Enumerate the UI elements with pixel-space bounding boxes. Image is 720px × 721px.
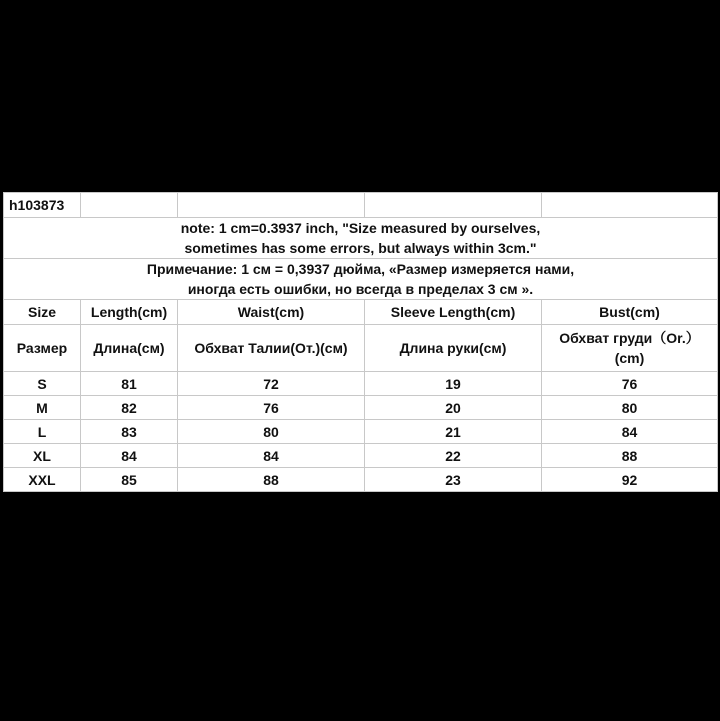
note-russian-row	[4, 259, 718, 300]
header-size-ru: Размер	[4, 325, 81, 372]
bust-cell: 88	[542, 444, 718, 468]
header-bust-ru	[542, 325, 718, 372]
note-english	[4, 218, 718, 259]
note-russian-line-1: Примечание: 1 см = 0,3937 дюйма, «Размер измеряется нами,	[146, 261, 575, 277]
header-bust-ru-line-1: Обхват груди（Or.）	[559, 330, 700, 346]
header-length-ru: Длина(см)	[81, 325, 178, 372]
size-cell: S	[4, 372, 81, 396]
length-cell: 84	[81, 444, 178, 468]
length-cell: 81	[81, 372, 178, 396]
empty-cell	[365, 193, 542, 218]
length-cell: 82	[81, 396, 178, 420]
table-row	[4, 444, 718, 468]
note-russian-line-2: иногда есть ошибки, но всегда в пределах 3 см ».	[187, 281, 534, 297]
waist-cell: 80	[178, 420, 365, 444]
size-chart-table	[3, 192, 718, 492]
table-row	[4, 372, 718, 396]
waist-cell: 76	[178, 396, 365, 420]
bust-cell: 76	[542, 372, 718, 396]
note-english-line-2: sometimes has some errors, but always within 3cm."	[184, 240, 537, 256]
note-english-line-1: note: 1 cm=0.3937 inch, "Size measured by ourselves,	[180, 220, 541, 236]
header-bust: Bust(cm)	[542, 300, 718, 325]
size-cell: XL	[4, 444, 81, 468]
waist-cell: 72	[178, 372, 365, 396]
sleeve-cell: 23	[365, 468, 542, 492]
header-row-russian	[4, 325, 718, 372]
header-row-english	[4, 300, 718, 325]
size-cell: M	[4, 396, 81, 420]
bust-cell: 80	[542, 396, 718, 420]
length-cell: 85	[81, 468, 178, 492]
size-cell: XXL	[4, 468, 81, 492]
bust-cell: 84	[542, 420, 718, 444]
header-waist-ru: Обхват Талии(От.)(см)	[178, 325, 365, 372]
empty-cell	[542, 193, 718, 218]
empty-cell	[178, 193, 365, 218]
header-sleeve-length-ru: Длина руки(см)	[365, 325, 542, 372]
table-row	[4, 468, 718, 492]
sleeve-cell: 21	[365, 420, 542, 444]
table-row	[4, 420, 718, 444]
size-cell: L	[4, 420, 81, 444]
waist-cell: 84	[178, 444, 365, 468]
size-chart-sheet	[3, 192, 717, 492]
sleeve-cell: 19	[365, 372, 542, 396]
header-size: Size	[4, 300, 81, 325]
header-length: Length(cm)	[81, 300, 178, 325]
header-waist: Waist(cm)	[178, 300, 365, 325]
note-english-row	[4, 218, 718, 259]
sleeve-cell: 22	[365, 444, 542, 468]
product-code: h103873	[4, 193, 81, 218]
product-code-row	[4, 193, 718, 218]
header-sleeve-length: Sleeve Length(cm)	[365, 300, 542, 325]
header-bust-ru-line-2: (cm)	[614, 350, 645, 366]
table-row	[4, 396, 718, 420]
waist-cell: 88	[178, 468, 365, 492]
sleeve-cell: 20	[365, 396, 542, 420]
bust-cell: 92	[542, 468, 718, 492]
empty-cell	[81, 193, 178, 218]
note-russian	[4, 259, 718, 300]
length-cell: 83	[81, 420, 178, 444]
